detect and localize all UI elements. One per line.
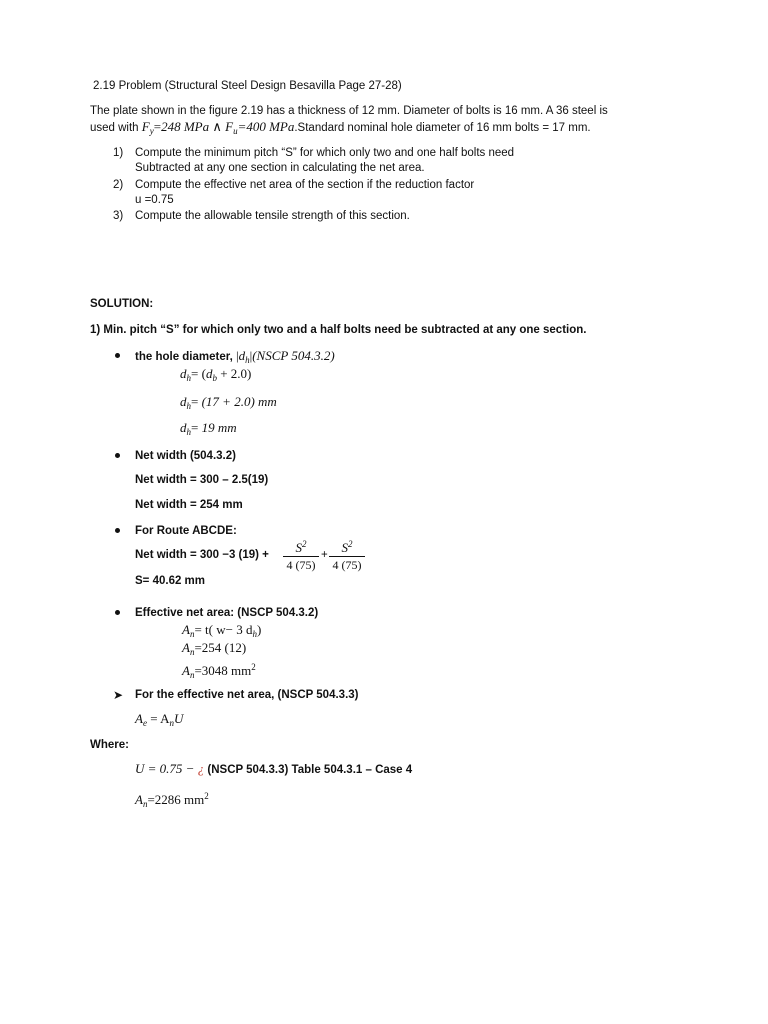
question-2-number: 2)	[113, 179, 124, 191]
u-equation: U = 0.75 − ¿ (NSCP 504.3.3) Table 504.3.1 – Case 4	[135, 761, 413, 776]
hole-eq-2: $d_h= (17 + 2.0)$ mm	[180, 394, 277, 411]
question-1-line-1: Compute the minimum pitch “S” for which only two and one half bolts need	[135, 147, 515, 159]
intro-line-1: The plate shown in the figure 2.19 has a thickness of 12 mm. Diameter of bolts is 16 mm. A 36 steel is	[90, 105, 608, 117]
net-width-line-1: Net width = 300 – 2.5(19)	[135, 474, 269, 486]
ae-equation: $A_e = A_nU$	[135, 711, 184, 728]
an-final-equation: $A_n=2286$ $mm^2$	[135, 791, 209, 809]
effective-eq-3: $A_n=3048$ $mm^2$	[182, 662, 256, 680]
effective-net-area-heading: Effective net area: (NSCP 504.3.2)	[135, 607, 319, 619]
bullet-icon	[115, 610, 120, 615]
problem-title: 2.19 Problem (Structural Steel Design Besavilla Page 27-28)	[93, 80, 402, 92]
where-label: Where:	[90, 739, 129, 751]
question-3-line-1: Compute the allowable tensile strength of this section.	[135, 210, 410, 222]
bullet-icon	[115, 453, 120, 458]
bullet-icon	[115, 528, 120, 533]
bullet-icon	[115, 353, 120, 358]
route-fraction-2: $S^2$ 4 (75)	[329, 537, 365, 572]
hole-diameter-line: the hole diameter, $|d_h|(NSCP$ 504.3.2)	[135, 348, 335, 365]
net-width-heading: Net width (504.3.2)	[135, 450, 236, 462]
net-width-line-2: Net width = 254 mm	[135, 499, 243, 511]
route-equation: Net width = 300 −3 (19) +	[135, 549, 269, 561]
part-1-heading: 1) Min. pitch “S” for which only two and a half bolts need be subtracted at any one section.	[90, 324, 587, 336]
effective-eq-2: $A_n=254$ (12)	[182, 640, 247, 657]
effective-eq-1: $A_n= t$( w− 3 $d_h$)	[182, 622, 262, 639]
effective-net-area-2-heading: For the effective net area, (NSCP 504.3.3)	[135, 689, 359, 701]
question-2-line-1: Compute the effective net area of the section if the reduction factor	[135, 179, 475, 191]
route-heading: For Route ABCDE:	[135, 525, 237, 537]
route-result: S= 40.62 mm	[135, 575, 206, 587]
intro-line-2: used with $F_y=248$ MPa ∧ $F_u=400$ MPa.Standard nominal hole diameter of 16 mm bolts = 17 mm.	[90, 119, 591, 136]
question-1-line-2: Subtracted at any one section in calculating the net area.	[135, 162, 425, 174]
route-fraction-1: $S^2$ 4 (75)	[283, 537, 319, 572]
question-1-number: 1)	[113, 147, 124, 159]
hole-eq-1: $d_h= (d_b + 2.0)$	[180, 366, 252, 383]
question-3-number: 3)	[113, 210, 124, 222]
arrow-bullet-icon: ➤	[113, 688, 124, 702]
inverted-question-glyph: ¿	[197, 761, 205, 776]
hole-eq-3: $d_h= 19$ mm	[180, 420, 237, 437]
solution-label: SOLUTION:	[90, 298, 154, 310]
question-2-line-2: u =0.75	[135, 194, 174, 206]
route-plus: +	[321, 549, 328, 561]
